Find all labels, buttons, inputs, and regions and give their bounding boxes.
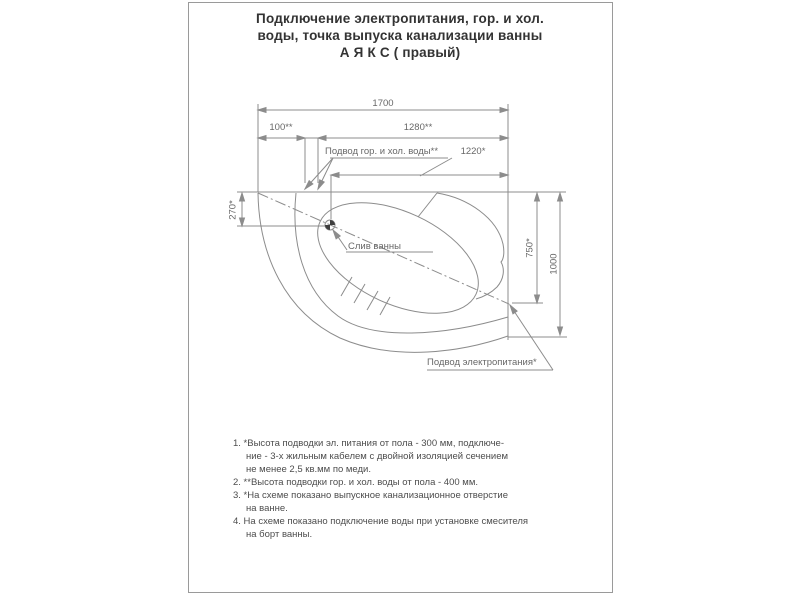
note-line: 4. На схеме показано подключение воды при установке смесителя xyxy=(233,516,529,527)
notes-block xyxy=(233,437,583,541)
dim-text-1000: 1000 xyxy=(548,253,560,275)
dim-1220 xyxy=(331,158,508,219)
note-line: 1. *Высота подводки эл. питания от пола - 300 мм, подключе- xyxy=(233,438,504,449)
tub-fold-line xyxy=(418,193,437,217)
note-line: 3. *На схеме показано выпускное канализационное отверстие xyxy=(233,490,508,501)
note-line: на борт ванны. xyxy=(246,529,313,540)
water-supply-label: Подвод гор. и хол. воды** xyxy=(325,146,439,157)
note-line: ние - 3-х жильным кабелем с двойной изоляцией сечением xyxy=(246,451,509,462)
tub-basin xyxy=(301,180,496,336)
dim-270 xyxy=(237,193,325,226)
bath-drain-label: Слив ванны xyxy=(348,241,401,252)
tub-outer-rim xyxy=(258,193,508,352)
power-supply-label: Подвод электропитания* xyxy=(427,357,537,368)
tub-headrest-lobe xyxy=(437,193,504,299)
water-supply-leaders xyxy=(303,158,448,191)
dim-text-750: 750* xyxy=(524,238,536,258)
note-line: на ванне. xyxy=(246,503,288,514)
dim-text-1220: 1220* xyxy=(460,146,486,157)
note-line: не менее 2,5 кв.мм по меди. xyxy=(246,464,371,475)
drawing-title-line-3: А Я К С ( правый) xyxy=(339,45,461,60)
dim-text-100: 100** xyxy=(269,122,293,133)
drawing-title-line-2: воды, точка выпуска канализации ванны xyxy=(257,28,543,43)
dim-100-1280 xyxy=(258,136,508,184)
note-line: 2. **Высота подводки гор. и хол. воды от пола - 400 мм. xyxy=(233,477,479,488)
hatch-marks xyxy=(341,277,390,315)
drain-symbol xyxy=(325,220,335,230)
dim-text-1700: 1700 xyxy=(372,98,394,109)
dim-text-1280: 1280** xyxy=(403,122,433,133)
dim-text-270: 270* xyxy=(227,200,239,220)
drawing-title-line-1: Подключение электропитания, гор. и хол. xyxy=(256,11,544,26)
tub-inner-rim xyxy=(295,193,508,333)
